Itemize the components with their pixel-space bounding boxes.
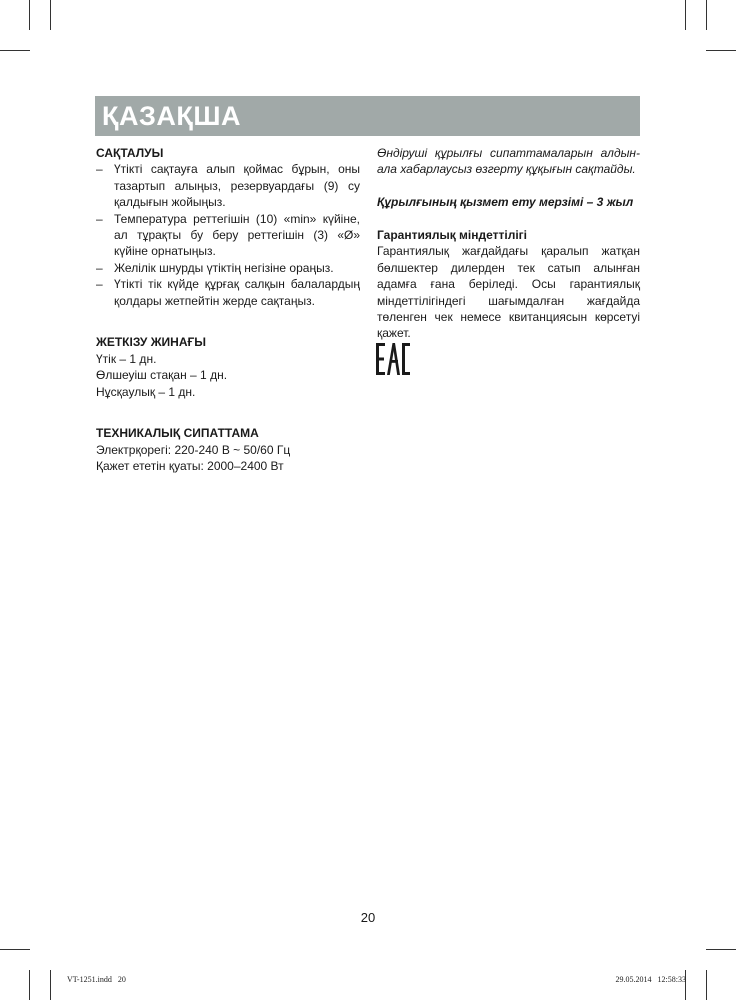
disclaimer-text: Өндіруші құрылғы сипаттамаларын алдын-ала хабарлаусыз өзгерту құқығын сақтайды.	[377, 146, 640, 177]
crop-mark	[0, 50, 30, 51]
spec-line: Қажет ететін қуаты: 2000–2400 Вт	[96, 459, 284, 474]
specs-title: ТЕХНИКАЛЫҚ СИПАТТАМА	[96, 426, 259, 441]
service-life-text: Құрылғының қызмет ету мерзімі – 3 жыл	[377, 195, 634, 210]
eac-logo-icon	[376, 343, 410, 375]
crop-mark	[50, 970, 51, 1000]
crop-mark	[706, 949, 736, 950]
page-number: 20	[360, 910, 376, 925]
date-slug: 29.05.2014 12:58:33	[615, 975, 686, 984]
left-column	[96, 145, 360, 475]
list-item: – Үтікті тік күйде құрғақ салқын балалардың қолдары жетпейтін жерде сақтаңыз.	[96, 277, 360, 308]
list-item: – Температура реттегішін (10) «min» күйіне, ал тұрақты бу беру реттегішін (3) «Ø» күйіне орнатыңыз.	[96, 211, 360, 259]
delivery-title: ЖЕТКІЗУ ЖИНАҒЫ	[96, 335, 207, 350]
delivery-line: Өлшеуіш стақан – 1 дн.	[96, 368, 228, 383]
crop-mark	[29, 970, 30, 1000]
delivery-line: Нұсқаулық – 1 дн.	[96, 384, 196, 399]
spec-line: Электрқорегі: 220-240 В ~ 50/60 Гц	[96, 442, 291, 457]
file-slug: VT-1251.indd 20	[67, 975, 126, 984]
list-item: – Желілік шнурды үтіктің негізіне ораңыз.	[96, 260, 334, 275]
warranty-text: Гарантиялық жағдайдағы қаралып жатқан бөлшектер дилерден тек сатып алынған адамға ғана беріледі. Осы гарантиялық міндеттілігіндегі шағымдалған жағдайда төленген чек немесе квитанциясын көрсетуі қажет.	[377, 244, 640, 341]
storage-list	[96, 161, 360, 309]
crop-mark	[50, 0, 51, 30]
crop-mark	[706, 50, 736, 51]
crop-mark	[706, 970, 707, 1000]
language-header	[95, 96, 640, 136]
crop-mark	[0, 949, 30, 950]
crop-mark	[29, 0, 30, 30]
language-title: ҚАЗАҚША	[102, 100, 242, 131]
list-item: – Үтікті сақтауға алып қоймас бұрын, оны тазартып алыңыз, резервуардағы (9) су қалдығын жойыңыз.	[96, 162, 360, 210]
right-column	[377, 145, 640, 342]
storage-title: САҚТАЛУЫ	[96, 146, 164, 160]
crop-mark	[706, 0, 707, 30]
warranty-title: Гарантиялық міндеттілігі	[377, 228, 528, 242]
delivery-line: Үтік – 1 дн.	[96, 351, 157, 366]
crop-mark	[685, 0, 686, 30]
